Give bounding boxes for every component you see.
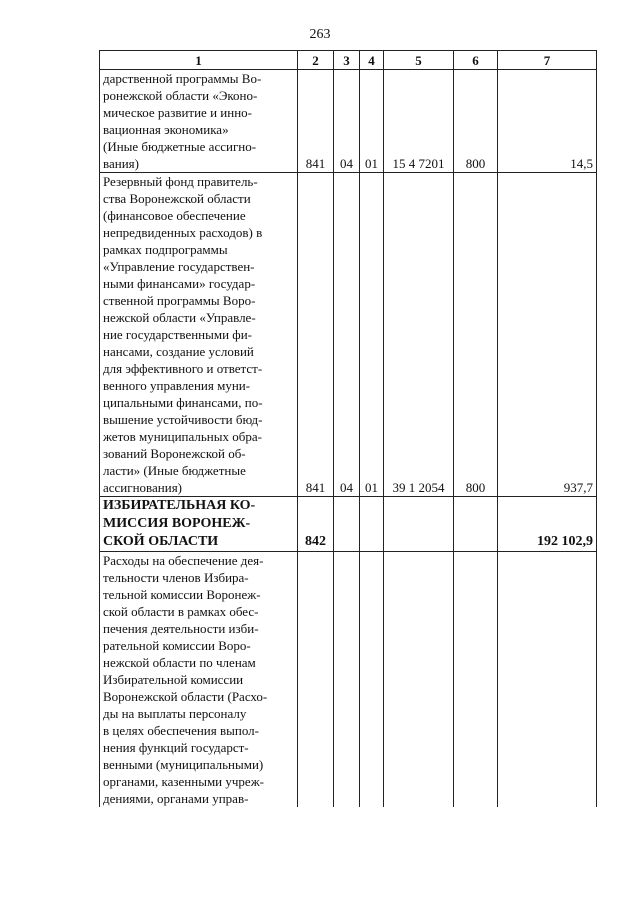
target-article-code bbox=[384, 552, 454, 808]
table-row bbox=[100, 497, 597, 552]
header-col-5: 5 bbox=[384, 51, 454, 70]
amount: 937,7 bbox=[498, 173, 597, 497]
header-col-6: 6 bbox=[454, 51, 498, 70]
header-col-4: 4 bbox=[360, 51, 384, 70]
ministry-code: 842 bbox=[298, 497, 334, 552]
amount bbox=[498, 552, 597, 808]
row-description: Расходы на обеспечение дея- тельности членов Избира- тельной комиссии Воронеж- ской области в рамках обес- печения деятельности изби- рательной комиссии Воро- нежской области по членам Избирательной комиссии Воронежской области (Расхо- ды на выплаты персоналу в целях обеспечения выпол- нения функций государст- венными (муниципальными) органами, казенными учреж- дениями, органами управ- bbox=[100, 552, 298, 808]
ministry-code bbox=[298, 552, 334, 808]
row-description: Резервный фонд правитель- ства Воронежской области (финансовое обеспечение непредвиденных расходов) в рамках подпрограммы «Управление государствен- ными финансами» государ- ственной программы Воро- нежской области «Управле- ние государственными фи- нансами, создание условий для эффективного и ответст- венного управления муни- ципальными финансами, по- вышение устойчивости бюд- жетов муниципальных обра- зований Воронежской об- ласти» (Иные бюджетные ассигнования) bbox=[100, 173, 298, 497]
target-article-code: 15 4 7201 bbox=[384, 70, 454, 173]
section-code: 04 bbox=[334, 173, 360, 497]
section-code bbox=[334, 497, 360, 552]
header-col-7: 7 bbox=[498, 51, 597, 70]
target-article-code bbox=[384, 497, 454, 552]
subsection-code bbox=[360, 552, 384, 808]
table-row bbox=[100, 552, 597, 808]
amount: 192 102,9 bbox=[498, 497, 597, 552]
header-row bbox=[100, 51, 597, 70]
table-row bbox=[100, 70, 597, 173]
header-col-1: 1 bbox=[100, 51, 298, 70]
subsection-code bbox=[360, 497, 384, 552]
section-code bbox=[334, 552, 360, 808]
section-code: 04 bbox=[334, 70, 360, 173]
header-col-3: 3 bbox=[334, 51, 360, 70]
subsection-code: 01 bbox=[360, 173, 384, 497]
amount: 14,5 bbox=[498, 70, 597, 173]
table-row bbox=[100, 173, 597, 497]
header-col-2: 2 bbox=[298, 51, 334, 70]
target-article-code: 39 1 2054 bbox=[384, 173, 454, 497]
page-number: 263 bbox=[309, 27, 331, 42]
expense-type-code: 800 bbox=[454, 173, 498, 497]
subsection-code: 01 bbox=[360, 70, 384, 173]
budget-table bbox=[99, 50, 597, 807]
expense-type-code: 800 bbox=[454, 70, 498, 173]
expense-type-code bbox=[454, 552, 498, 808]
expense-type-code bbox=[454, 497, 498, 552]
ministry-code: 841 bbox=[298, 70, 334, 173]
row-description: дарственной программы Во- ронежской области «Эконо- мическое развитие и инно- вационная экономика» (Иные бюджетные ассигно- вания) bbox=[100, 70, 298, 173]
ministry-code: 841 bbox=[298, 173, 334, 497]
row-description: ИЗБИРАТЕЛЬНАЯ КО- МИССИЯ ВОРОНЕЖ- СКОЙ ОБЛАСТИ bbox=[100, 497, 298, 552]
